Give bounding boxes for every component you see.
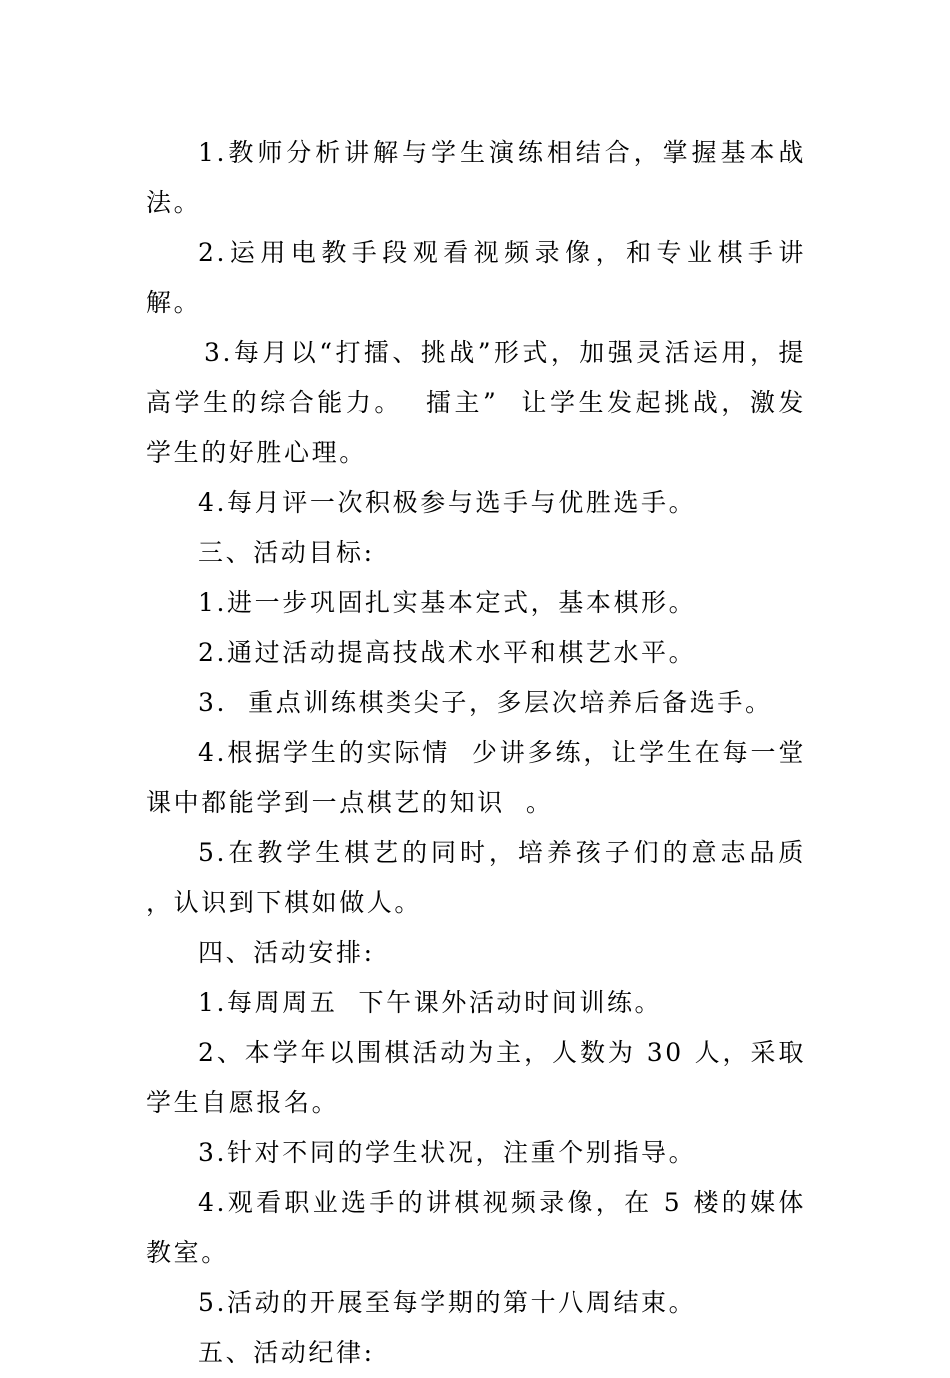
paragraph-goal-3: 3. 重点训练棋类尖子，多层次培养后备选手。 [198,688,773,717]
paragraph-goal-5: 5.在教学生棋艺的同时，培养孩子们的意志品质 ，认识到下棋如做人。 [146,838,828,917]
paragraph-method-4: 4.每月评一次积极参与选手与优胜选手。 [198,488,697,517]
paragraph-schedule-1: 1.每周周五 下午课外活动时间训练。 [198,988,663,1017]
paragraph-goal-2: 2.通过活动提高技战术水平和棋艺水平。 [198,638,697,667]
paragraph-method-1: 1.教师分析讲解与学生演练相结合，掌握基本战法。 [146,138,806,217]
document-body [146,128,828,1378]
section-heading-schedule: 四、活动安排: [198,938,375,967]
paragraph-method-2: 2.运用电教手段观看视频录像，和专业棋手讲解。 [146,238,806,317]
paragraph-schedule-4: 4.观看职业选手的讲棋视频录像，在 5 楼的媒体教室。 [146,1188,806,1267]
paragraph-schedule-3: 3.针对不同的学生状况，注重个别指导。 [198,1138,697,1167]
paragraph-schedule-5: 5.活动的开展至每学期的第十八周结束。 [198,1288,697,1317]
section-heading-discipline: 五、活动纪律: [198,1338,375,1367]
paragraph-method-3: 3.每月以“打擂、挑战”形式，加强灵活运用，提高学生的综合能力。 擂主” 让学生发起挑战，激发学生的好胜心理。 [146,338,806,467]
paragraph-goal-1: 1.进一步巩固扎实基本定式，基本棋形。 [198,588,697,617]
section-heading-goals: 三、活动目标: [198,538,375,567]
paragraph-schedule-2: 2、本学年以围棋活动为主，人数为 30 人，采取学生自愿报名。 [146,1038,806,1117]
paragraph-goal-4: 4.根据学生的实际情 少讲多练，让学生在每一堂课中都能学到一点棋艺的知识 。 [146,738,806,817]
